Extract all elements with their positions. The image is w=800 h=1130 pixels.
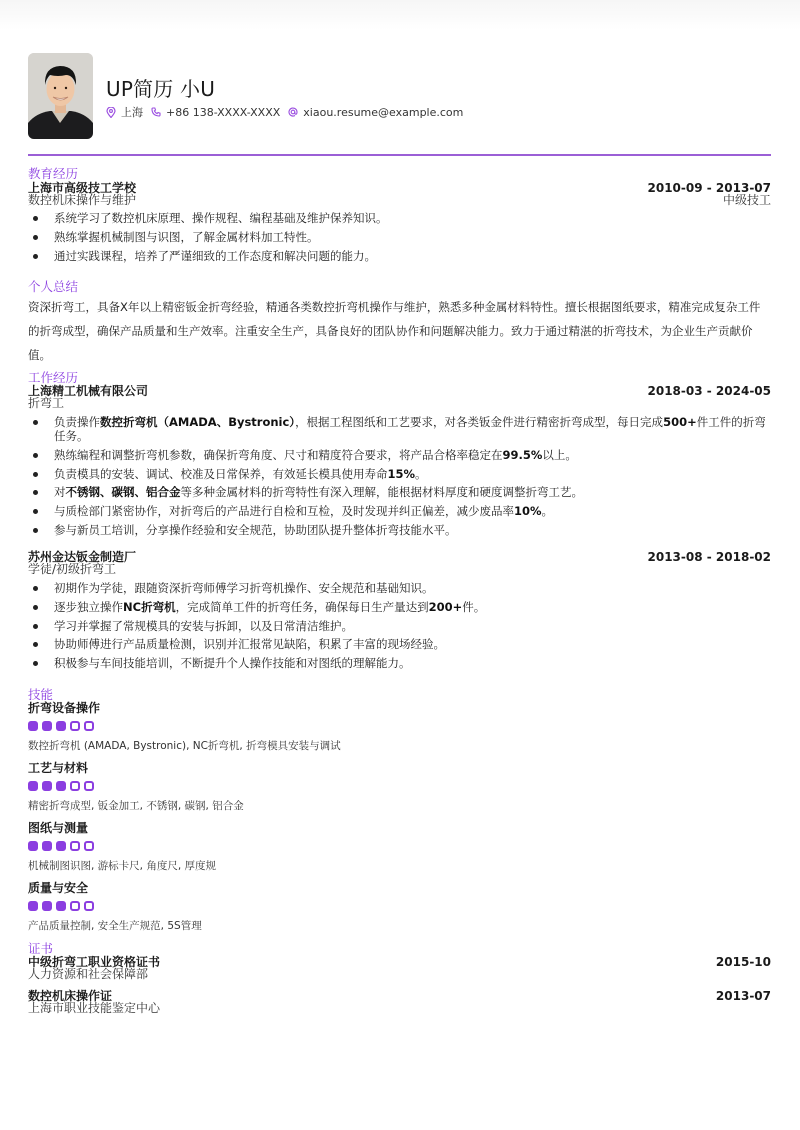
resume-header (28, 53, 771, 139)
certificate-name: 数控机床操作证 (28, 989, 113, 1003)
job-date: 2013-08 - 2018-02 (647, 550, 771, 564)
skill-dot-empty (70, 781, 80, 791)
skill-name: 质量与安全 (28, 881, 89, 895)
list-item: 对不锈钢、碳钢、铝合金等多种金属材料的折弯特性有深入理解，能根据材料厚度和硬度调整折弯工艺。 (28, 485, 771, 499)
list-item: 参与新员工培训，分享操作经验和安全规范，协助团队提升整体折弯技能水平。 (28, 523, 771, 537)
list-item: 初期作为学徒，跟随资深折弯师傅学习折弯机操作、安全规范和基础知识。 (28, 581, 771, 595)
company-name: 上海精工机械有限公司 (28, 384, 149, 398)
location-icon (106, 107, 116, 118)
education-date: 2010-09 - 2013-07 (647, 181, 771, 195)
skill-description: 精密折弯成型, 钣金加工, 不锈钢, 碳钢, 铝合金 (28, 800, 244, 812)
skill-name: 图纸与测量 (28, 821, 89, 835)
candidate-name: UP简历 小U (106, 77, 216, 101)
school-name: 上海市高级技工学校 (28, 181, 137, 195)
major: 数控机床操作与维护 (28, 193, 137, 207)
location-text: 上海 (121, 106, 143, 119)
section-title-skills: 技能 (28, 687, 54, 702)
skill-dot-filled (42, 841, 52, 851)
skill-dot-filled (56, 781, 66, 791)
email-icon (288, 107, 298, 117)
header-divider (28, 154, 771, 156)
certificate-name: 中级折弯工职业资格证书 (28, 955, 161, 969)
certificate-issuer: 人力资源和社会保障部 (28, 967, 149, 981)
phone-icon (151, 107, 161, 117)
skill-dot-filled (42, 721, 52, 731)
skill-dot-empty (84, 721, 94, 731)
list-item: 通过实践课程，培养了严谨细致的工作态度和解决问题的能力。 (28, 249, 771, 263)
skill-level-dots (28, 841, 428, 851)
contact-phone[interactable] (151, 106, 280, 119)
degree: 中级技工 (722, 193, 771, 207)
phone-text: +86 138-XXXX-XXXX (166, 105, 281, 119)
list-item: 负责模具的安装、调试、校准及日常保养，有效延长模具使用寿命15%。 (28, 467, 771, 481)
list-item: 与质检部门紧密协作，对折弯后的产品进行自检和互检，及时发现并纠正偏差，减少废品率10%。 (28, 504, 771, 518)
skill-dot-filled (28, 901, 38, 911)
list-item: 协助师傅进行产品质量检测，识别并汇报常见缺陷，积累了丰富的现场经验。 (28, 637, 771, 651)
skill-dot-empty (84, 841, 94, 851)
section-title-work: 工作经历 (28, 370, 79, 385)
skill-dot-filled (42, 901, 52, 911)
skill-dot-filled (56, 901, 66, 911)
skill-name: 折弯设备操作 (28, 701, 101, 715)
skill-dot-empty (84, 901, 94, 911)
section-title-education: 教育经历 (28, 166, 79, 181)
list-item: 学习并掌握了常规模具的安装与拆卸，以及日常清洁维护。 (28, 619, 771, 633)
contact-location (106, 104, 143, 120)
summary-text: 资深折弯工，具备X年以上精密钣金折弯经验，精通各类数控折弯机操作与维护，熟悉多种金属材料特性。擅长根据图纸要求，精准完成复杂工件的折弯成型，确保产品质量和生产效率。注重安全生产，具备良好的团队协作和问题解决能力。致力于通过精湛的折弯技术，为企业生产贡献价值。 (28, 300, 761, 362)
skill-dot-filled (28, 721, 38, 731)
page-top-shadow (0, 0, 800, 30)
job-role: 学徒/初级折弯工 (28, 562, 117, 576)
list-item: 熟练编程和调整折弯机参数，确保折弯角度、尺寸和精度符合要求，将产品合格率稳定在99.5%以上。 (28, 448, 771, 462)
job-date: 2018-03 - 2024-05 (647, 384, 771, 398)
contact-email[interactable] (288, 106, 463, 119)
skill-level-dots (28, 721, 428, 731)
avatar (28, 53, 93, 139)
list-item: 负责操作数控折弯机（AMADA、Bystronic），根据工程图纸和工艺要求，对各类钣金件进行精密折弯成型，每日完成500+件工件的折弯任务。 (28, 415, 771, 443)
job-role: 折弯工 (28, 396, 65, 410)
skill-dot-filled (42, 781, 52, 791)
contact-info (106, 104, 471, 120)
skill-description: 数控折弯机 (AMADA, Bystronic), NC折弯机, 折弯模具安装与调试 (28, 740, 341, 752)
skill-level-dots (28, 901, 428, 911)
skill-item (28, 881, 428, 932)
education-bullets (28, 211, 771, 267)
company-name: 苏州金达钣金制造厂 (28, 550, 137, 564)
skill-description: 产品质量控制, 安全生产规范, 5S管理 (28, 920, 202, 932)
section-title-summary: 个人总结 (28, 279, 79, 294)
skill-item (28, 761, 428, 812)
skill-description: 机械制图识图, 游标卡尺, 角度尺, 厚度规 (28, 860, 217, 872)
skill-dot-empty (84, 781, 94, 791)
list-item: 熟练掌握机械制图与识图，了解金属材料加工特性。 (28, 230, 771, 244)
certificate-issuer: 上海市职业技能鉴定中心 (28, 1001, 161, 1015)
skill-dot-filled (28, 841, 38, 851)
list-item: 系统学习了数控机床原理、操作规程、编程基础及维护保养知识。 (28, 211, 771, 225)
section-title-certificates: 证书 (28, 941, 54, 956)
skill-dot-empty (70, 901, 80, 911)
job-bullets (28, 581, 771, 675)
list-item: 积极参与车间技能培训，不断提升个人操作技能和对图纸的理解能力。 (28, 656, 771, 670)
skill-item (28, 701, 428, 752)
skill-dot-empty (70, 721, 80, 731)
job-bullets (28, 415, 771, 542)
list-item: 逐步独立操作NC折弯机，完成简单工件的折弯任务，确保每日生产量达到200+件。 (28, 600, 771, 614)
skill-name: 工艺与材料 (28, 761, 89, 775)
skill-level-dots (28, 781, 428, 791)
certificate-date: 2013-07 (715, 989, 771, 1003)
skill-dot-empty (70, 841, 80, 851)
skill-dot-filled (56, 721, 66, 731)
skill-item (28, 821, 428, 872)
skill-dot-filled (56, 841, 66, 851)
skill-dot-filled (28, 781, 38, 791)
certificate-date: 2015-10 (715, 955, 771, 969)
email-text: xiaou.resume@example.com (303, 105, 464, 119)
